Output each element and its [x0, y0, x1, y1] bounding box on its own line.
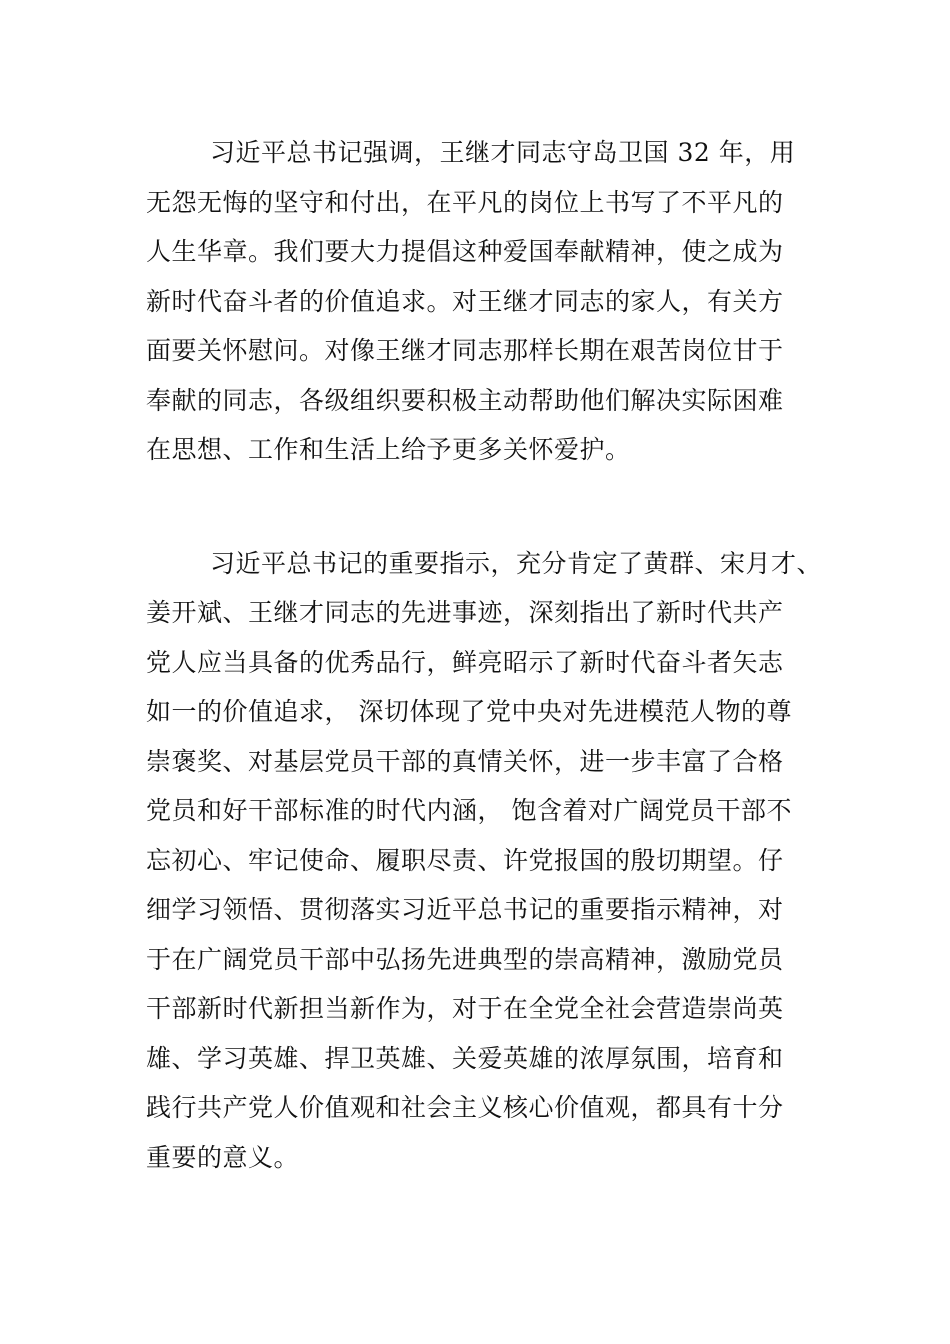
text-line: 雄、学习英雄、捍卫英雄、关爱英雄的浓厚氛围，培育和 — [146, 1043, 784, 1073]
text-line: 干部新时代新担当新作为，对于在全党全社会营造崇尚英 — [146, 994, 784, 1023]
text-line: 无怨无悔的坚守和付出，在平凡的岗位上书写了不平凡的 — [146, 187, 784, 217]
text-line: 习近平总书记的重要指示，充分肯定了黄群、宋月才、 — [210, 548, 823, 578]
text-line: 党员和好干部标准的时代内涵， 饱含着对广阔党员干部不 — [146, 796, 792, 825]
text-line: 忘初心、牢记使命、履职尽责、许党报国的殷切期望。仔 — [146, 845, 784, 875]
text-line: 崇褒奖、对基层党员干部的真情关怀，进一步丰富了合格 — [146, 746, 784, 776]
text-line: 在思想、工作和生活上给予更多关怀爱护。 — [146, 435, 631, 464]
text-line: 重要的意义。 — [146, 1142, 300, 1172]
text-line: 党人应当具备的优秀品行，鲜亮昭示了新时代奋斗者矢志 — [146, 647, 784, 677]
text-line: 人生华章。我们要大力提倡这种爱国奉献精神，使之成为 — [146, 237, 784, 266]
text-line: 面要关怀慰问。对像王继才同志那样长期在艰苦岗位甘于 — [146, 336, 784, 365]
text-line: 践行共产党人价值观和社会主义核心价值观，都具有十分 — [146, 1093, 784, 1122]
text-line: 如一的价值追求， 深切体现了党中央对先进模范人物的尊 — [146, 697, 792, 726]
text-line: 新时代奋斗者的价值追求。对王继才同志的家人，有关方 — [146, 286, 784, 316]
paragraph-2 — [146, 539, 823, 1183]
text-line: 姜开斌、王继才同志的先进事迹，深刻指出了新时代共产 — [146, 598, 784, 627]
text-line: 习近平总书记强调，王继才同志守岛卫国 32 年，用 — [210, 138, 796, 167]
text-line: 细学习领悟、贯彻落实习近平总书记的重要指示精神，对 — [146, 895, 784, 924]
document-body — [146, 128, 823, 1182]
text-line: 于在广阔党员干部中弘扬先进典型的崇高精神，激励党员 — [146, 944, 784, 974]
text-line: 奉献的同志，各级组织要积极主动帮助他们解决实际困难 — [146, 385, 784, 415]
paragraph-1 — [146, 128, 816, 475]
paragraph-spacer — [146, 475, 816, 539]
